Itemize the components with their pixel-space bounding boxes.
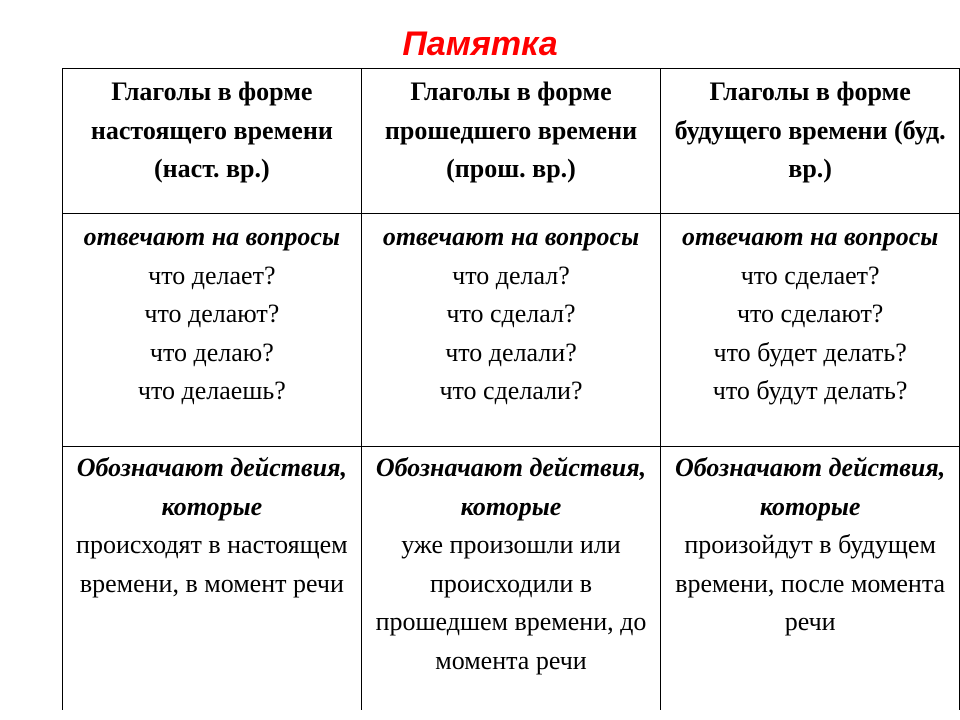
questions-lead: отвечают на вопросы xyxy=(382,222,640,251)
question-item: что сделают? xyxy=(736,299,884,328)
question-item: что сделает? xyxy=(740,260,880,290)
verb-tense-table xyxy=(62,68,960,710)
question-item: что сделал? xyxy=(446,299,576,328)
meaning-lead: Обозначают действия, которые xyxy=(375,453,647,521)
meaning-present xyxy=(63,447,362,711)
meaning-future xyxy=(661,447,960,711)
question-item: что делаю? xyxy=(149,337,274,367)
question-item: что делают? xyxy=(144,299,280,328)
meaning-past xyxy=(361,447,661,711)
header-present: Глаголы в форме настоящего времени (наст. вр.) xyxy=(63,69,362,214)
meaning-text: происходят в настоящем времени, в момент речи xyxy=(76,530,348,598)
meaning-lead: Обозначают действия, которые xyxy=(674,453,946,521)
questions-future xyxy=(661,214,960,447)
question-item: что делали? xyxy=(445,337,577,367)
questions-present xyxy=(63,214,362,447)
question-item: что будут делать? xyxy=(712,376,908,405)
meaning-lead: Обозначают действия, которые xyxy=(76,453,347,521)
question-item: что сделали? xyxy=(439,376,583,405)
header-future: Глаголы в форме будущего времени (буд. вр.) xyxy=(661,69,960,214)
page-title: Памятка xyxy=(402,25,558,63)
meaning-row xyxy=(63,447,960,711)
question-item: что делал? xyxy=(452,260,570,290)
header-past: Глаголы в форме прошедшего времени (прош. вр.) xyxy=(361,69,661,214)
question-item: что будет делать? xyxy=(713,337,907,367)
question-item: что делает? xyxy=(148,260,276,290)
meaning-text: уже произошли или происходили в прошедшем времени, до момента речи xyxy=(375,530,647,675)
questions-lead: отвечают на вопросы xyxy=(681,222,939,251)
questions-past xyxy=(361,214,661,447)
meaning-text: произойдут в будущем времени, после момента речи xyxy=(675,530,946,636)
questions-row xyxy=(63,214,960,447)
question-item: что делаешь? xyxy=(137,376,286,405)
table-header-row xyxy=(63,69,960,214)
questions-lead: отвечают на вопросы xyxy=(83,222,340,251)
